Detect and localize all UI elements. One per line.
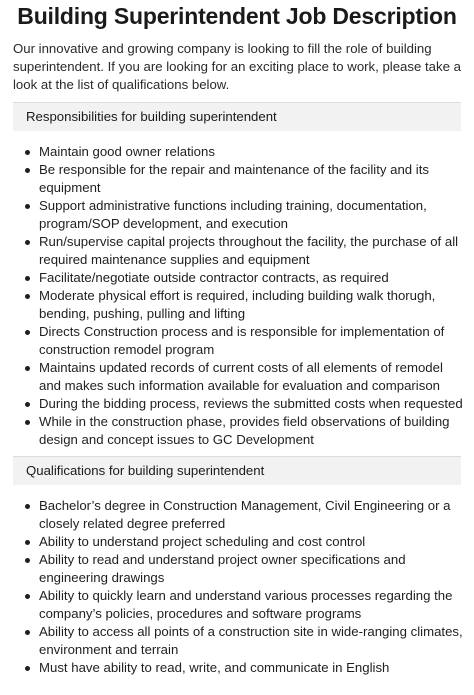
qualifications-list [13, 497, 463, 677]
list-item: Run/supervise capital projects throughout the facility, the purchase of all required maintenance supplies and equipment [13, 233, 463, 269]
list-item: Ability to access all points of a construction site in wide-ranging climates, environment and terrain [13, 623, 463, 659]
list-item: Directs Construction process and is responsible for implementation of construction remodel program [13, 323, 463, 359]
responsibilities-heading: Responsibilities for building superintendent [26, 109, 277, 124]
qualifications-header [13, 456, 461, 485]
list-item: Ability to quickly learn and understand various processes regarding the company’s policies, procedures and software programs [13, 587, 463, 623]
bullet-icon [25, 150, 30, 155]
bullet-icon [25, 666, 30, 671]
qualifications-heading: Qualifications for building superintendent [26, 463, 265, 478]
responsibilities-header [13, 102, 461, 131]
list-item: Ability to understand project scheduling and cost control [13, 533, 463, 551]
list-item: Facilitate/negotiate outside contractor contracts, as required [13, 269, 463, 287]
bullet-icon [25, 204, 30, 209]
bullet-icon [25, 330, 30, 335]
list-item: Ability to read and understand project owner specifications and engineering drawings [13, 551, 463, 587]
bullet-icon [25, 402, 30, 407]
bullet-icon [25, 366, 30, 371]
bullet-icon [25, 420, 30, 425]
page-title: Building Superintendent Job Description [17, 3, 457, 29]
bullet-icon [25, 540, 30, 545]
responsibilities-list [13, 143, 463, 449]
list-item: Support administrative functions including training, documentation, program/SOP development, and execution [13, 197, 463, 233]
bullet-icon [25, 630, 30, 635]
bullet-icon [25, 594, 30, 599]
list-item: Bachelor’s degree in Construction Management, Civil Engineering or a closely related degree preferred [13, 497, 463, 533]
list-item: Must have ability to read, write, and communicate in English [13, 659, 463, 677]
list-item: While in the construction phase, provides field observations of building design and concept issues to GC Development [13, 413, 463, 449]
bullet-icon [25, 504, 30, 509]
bullet-icon [25, 168, 30, 173]
bullet-icon [25, 558, 30, 563]
bullet-icon [25, 240, 30, 245]
list-item: Be responsible for the repair and maintenance of the facility and its equipment [13, 161, 463, 197]
list-item: Maintain good owner relations [13, 143, 463, 161]
bullet-icon [25, 276, 30, 281]
list-item: Moderate physical effort is required, including building walk thorugh, bending, pushing, pulling and lifting [13, 287, 463, 323]
intro-paragraph: Our innovative and growing company is looking to fill the role of building superintendent. If you are looking for an exciting place to work, please take a look at the list of qualifications below. [13, 41, 461, 92]
bullet-icon [25, 294, 30, 299]
list-item: Maintains updated records of current costs of all elements of remodel and makes such information available for evaluation and comparison [13, 359, 463, 395]
list-item: During the bidding process, reviews the submitted costs when requested [13, 395, 463, 413]
